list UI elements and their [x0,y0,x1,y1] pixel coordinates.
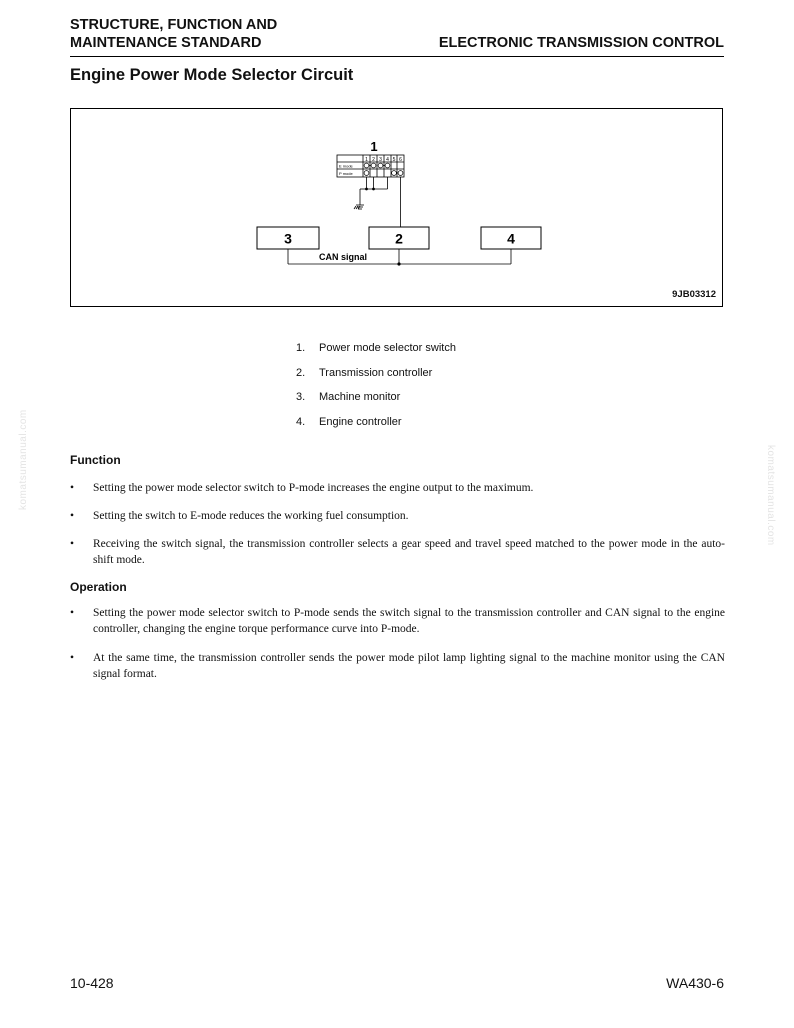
junction-dot [365,188,368,191]
circuit-diagram-svg [71,109,724,308]
watermark-right: komatsumanual.com [765,445,776,546]
circuit-diagram [70,108,723,307]
legend-number: 1. [296,342,306,354]
switch-row-e: E mode [339,163,353,169]
bullet-dot: • [70,652,75,664]
bullet-dot: • [70,538,75,550]
legend-text: Machine monitor [319,391,401,403]
switch-col-3: 3 [379,157,382,163]
page-header [70,16,724,58]
header-section-title [70,16,277,52]
legend-number: 2. [296,367,306,379]
legend-text: Transmission controller [319,367,433,379]
switch-number-label: 1 [370,139,378,154]
legend-number: 3. [296,391,306,403]
switch-col-5: 5 [392,157,396,163]
box-machine-monitor-label: 3 [284,230,292,247]
box-transmission-controller-label: 2 [395,230,403,247]
watermark-left: komatsumanual.com [18,409,29,510]
ground-symbol-icon [354,205,364,209]
switch-row-p: P mode [339,171,353,176]
bullet-dot: • [70,482,75,494]
bullet-dot: • [70,607,75,619]
page-title: Engine Power Mode Selector Circuit [70,66,354,84]
page-number: 10-428 [70,975,114,991]
figure-id: 9JB03312 [672,289,716,300]
header-line-1: STRUCTURE, FUNCTION AND [70,17,278,33]
can-signal-label: CAN signal [319,252,368,262]
header-chapter-title: ELECTRONIC TRANSMISSION CONTROL [438,35,724,51]
bullet-text: Receiving the switch signal, the transmission controller selects a gear speed and travel speed matched to the power mode in the auto-shift mode. [93,538,725,566]
bullet-dot: • [70,510,75,522]
switch-col-6: 6 [399,157,402,163]
can-junction-dot [397,262,400,265]
box-transmission-controller [369,227,429,249]
legend-text: Power mode selector switch [319,342,456,354]
switch-col-1: 1 [365,157,368,163]
switch-col-2: 2 [372,157,375,163]
junction-dot [372,188,375,191]
switch-col-4: 4 [386,157,389,163]
header-line-2: MAINTENANCE STANDARD [70,35,262,51]
legend-number: 4. [296,416,306,428]
box-machine-monitor [257,227,319,249]
box-engine-controller [481,227,541,249]
bullet-text: Setting the power mode selector switch to P-mode sends the switch signal to the transmission controller and CAN signal to the engine controller, changing the engine torque performance curve into P-mode. [93,607,725,635]
operation-heading: Operation [70,580,127,594]
box-engine-controller-label: 4 [507,230,515,247]
function-heading: Function [70,453,121,467]
model-number: WA430-6 [666,975,724,991]
bullet-text: At the same time, the transmission controller sends the power mode pilot lamp lighting signal to the machine monitor using the CAN signal format. [93,652,725,680]
bullet-text: Setting the switch to E-mode reduces the working fuel consumption. [93,510,409,522]
bullet-text: Setting the power mode selector switch to P-mode increases the engine output to the maximum. [93,482,534,494]
header-rule [70,56,724,57]
legend-text: Engine controller [319,416,402,428]
ground-wiring [360,177,388,205]
